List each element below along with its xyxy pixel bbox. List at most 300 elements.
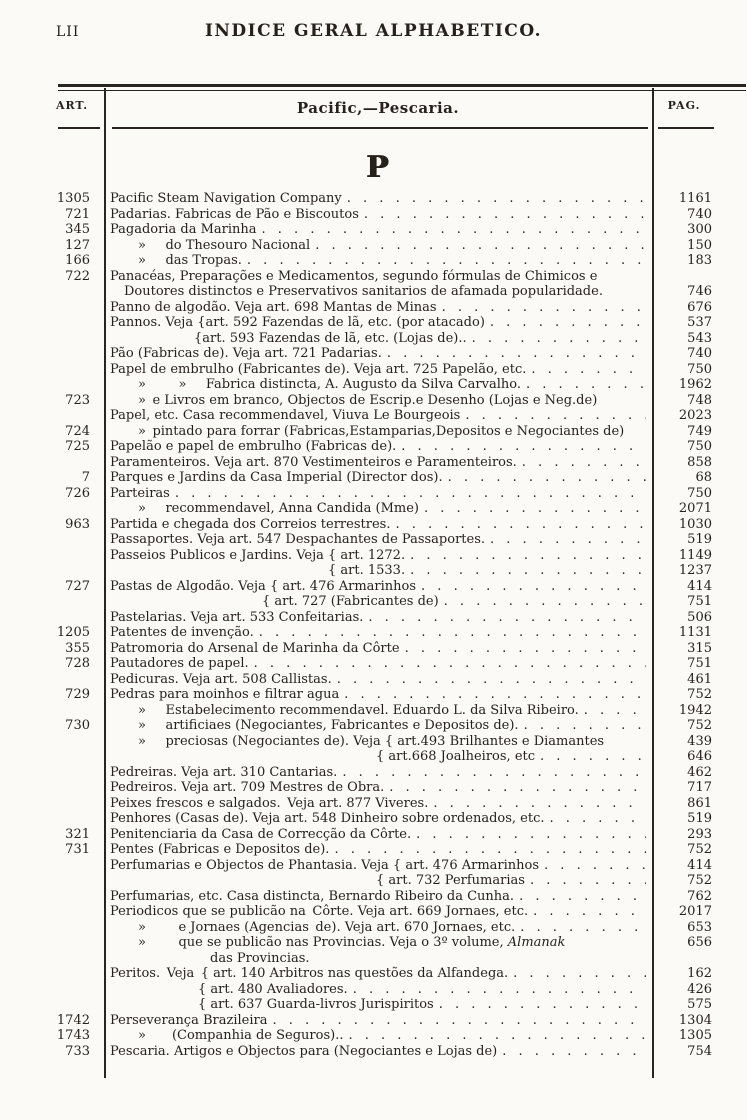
index-row [0,284,747,300]
dot-leader [390,517,646,533]
entry-text: Passaportes. Veja art. 547 Despachantes de Passaportes. [110,532,486,547]
article-number [0,904,90,920]
entry-text-cell [110,424,646,440]
article-number: 963 [65,516,90,532]
article-number [0,548,90,564]
entry-text: { art. 1533. [328,563,406,578]
index-row [0,501,747,517]
page-number: 2017 [678,904,712,919]
entry-text: { art. 732 Perfumarias [376,873,525,888]
index-row [0,858,747,874]
entry-text: das Provincias. [210,950,310,966]
entry-text: Pescaria. Artigos e Objectos para (Negociantes e Lojas de) [110,1043,498,1059]
page-number: 717 [687,780,712,795]
dot-leader [419,501,646,517]
dot-leader [400,641,646,657]
page-number: 752 [687,718,712,733]
index-row [0,935,747,951]
index-row [0,253,747,269]
entry-text: Parteiras [110,485,170,501]
entry-text-cell [110,315,646,331]
article-number [0,284,90,300]
entry-text-cell [110,377,646,393]
entry-text-cell [110,393,646,409]
entry-text: » e Jornaes (Agencias de). Veja art. 670 Jornaes, etc. [138,919,516,935]
dot-leader [416,579,646,595]
entry-text-cell [110,1044,646,1060]
index-row [0,796,747,812]
page-number: 414 [687,578,712,594]
entry-text-cell [110,362,646,378]
article-number: 727 [65,578,90,594]
article-number [0,889,90,905]
dot-leader [384,780,646,796]
entry-text: » recommendavel, Anna Candida (Mme) [138,501,419,516]
entry-text-cell [110,889,646,905]
entry-text-cell [110,486,646,502]
dot-leader [257,222,646,238]
article-number [0,966,90,982]
dot-leader [517,455,646,471]
article-number: 722 [65,268,90,284]
page-number: 543 [687,330,712,346]
article-number [0,997,90,1013]
entry-text: Penhores (Casas de). Veja art. 548 Dinheiro sobre ordenados, etc. [110,811,545,826]
entry-text: Pedicuras. Veja art. 508 Callistas. [110,671,332,687]
entry-text: Perseverança Brazileira [110,1012,268,1028]
entry-text: Pacific Steam Navigation Company [110,191,342,206]
dot-leader [405,548,646,564]
dot-leader [411,827,646,843]
entry-text: Periodicos que se publicão na Côrte. Veja art. 669 Jornaes, etc. [110,904,529,919]
page-number: 150 [687,237,712,253]
page-number: 752 [687,842,712,857]
page-number: 1962 [678,377,712,392]
table-top-rule [58,84,746,91]
entry-text-cell [110,780,646,796]
entry-text: Penitenciaria da Casa de Correcção da Côrte. [110,826,412,842]
index-row [0,827,747,843]
index-row [0,610,747,626]
entry-text-cell [110,935,646,951]
entry-text-cell [110,408,646,424]
entry-text-cell [110,1028,646,1044]
index-row [0,408,747,424]
column-header-art: ART. [55,99,89,112]
article-number [0,501,90,517]
index-row [0,951,747,967]
page-number: 462 [687,764,712,780]
article-number: 7 [81,470,90,485]
article-number [0,300,90,316]
dot-leader [460,408,646,424]
article-number: 724 [65,423,90,439]
dot-leader [535,749,646,765]
index-row [0,517,747,533]
article-number [0,563,90,579]
column-header-range: Pacific,—Pescaria. [296,99,460,117]
page-number: 519 [687,811,712,826]
index-row [0,765,747,781]
article-number: 127 [65,237,90,253]
entry-text: Pedreiras. Veja art. 310 Cantarias. [110,764,338,780]
index-row [0,331,747,347]
page-number: 748 [687,392,712,408]
dot-leader [396,439,646,455]
entry-text: Doutores distinctos e Preservativos sanitarios de afamada popularidade. [124,284,603,299]
entry-text-cell [110,1013,646,1029]
entry-text: Pedreiros. Veja art. 709 Mestres de Obra. [110,780,385,795]
index-row [0,749,747,765]
entry-text: Perfumarias e Objectos de Phantasia. Veja { art. 476 Armarinhos [110,857,540,873]
entry-text-cell [110,269,646,285]
entry-text: { art. 637 Guarda-livros Jurispiritos [198,997,434,1012]
dot-leader [363,610,646,626]
dot-leader [485,532,646,548]
article-number [0,920,90,936]
entry-text-cell [110,811,646,827]
page-number: 293 [687,826,712,842]
page-number: 749 [687,423,712,439]
page-number: 754 [687,1043,712,1059]
article-number [0,703,90,719]
article-number [0,811,90,827]
dot-leader [508,966,646,982]
page-number: 300 [687,222,712,237]
page-number: 750 [687,485,712,501]
entry-text: Paramenteiros. Veja art. 870 Vestimenteiros e Paramenteiros. [110,454,517,470]
page-number: 752 [687,687,712,702]
entry-text-cell [110,858,646,874]
index-row [0,563,747,579]
index-row [0,1013,747,1029]
article-number [0,672,90,688]
page-number: 1305 [678,1028,712,1043]
index-row [0,718,747,734]
page-number: 646 [687,749,712,764]
page-number: 506 [687,609,712,625]
entry-text-cell [110,827,646,843]
article-number: 730 [65,718,90,733]
page-number: 1161 [678,191,712,206]
article-number [0,610,90,626]
dot-leader [579,703,646,719]
index-row [0,207,747,223]
entry-text-cell [110,207,646,223]
page-number: 751 [687,656,712,671]
entry-text-cell [110,718,646,734]
page-number: 1237 [678,563,712,578]
index-row [0,873,747,889]
index-row [0,625,747,641]
article-number: 1305 [56,191,90,206]
article-number [0,532,90,548]
page-number [646,951,712,967]
article-number [0,408,90,424]
dot-leader [526,362,646,378]
dot-leader [439,594,646,610]
article-number [0,455,90,471]
entry-text: » artificiaes (Negociantes, Fabricantes e Depositos de). [138,718,519,733]
dot-leader [337,765,646,781]
entry-text: » e Livros em branco, Objectos de Escrip.e Desenho (Lojas e Neg.de) [138,392,598,408]
entry-text-cell [110,238,646,254]
article-number [0,346,90,362]
index-row [0,889,747,905]
entry-text-cell [110,501,646,517]
entry-text: Pannos. Veja {art. 592 Fazendas de lã, etc. (por atacado) [110,315,485,330]
index-row [0,377,747,393]
dot-leader [467,331,646,347]
index-row [0,362,747,378]
article-number [0,734,90,750]
page-number: 676 [687,299,712,315]
entry-text-cell [110,563,646,579]
dot-leader [525,873,646,889]
entry-text-cell [110,703,646,719]
page-number: 740 [687,206,712,222]
article-number [0,873,90,889]
entry-text: Pagadoria da Marinha [110,222,257,237]
dot-leader [497,1044,646,1060]
index-row [0,641,747,657]
entry-text-cell [110,873,646,889]
page-number: 653 [687,919,712,935]
index-row [0,269,747,285]
article-number [0,951,90,967]
article-number: 166 [65,253,90,268]
entry-text-cell [110,765,646,781]
page-title: INDICE GERAL ALPHABETICO. [204,21,543,41]
page-number: 1942 [678,702,712,718]
entry-text: » do Thesouro Nacional [138,237,311,253]
entry-text: Pastas de Algodão. Veja { art. 476 Armarinhos [110,578,417,594]
entry-text: Pão (Fabricas de). Veja art. 721 Padarias. [110,346,382,361]
entry-text-cell [110,594,646,610]
index-row [0,1028,747,1044]
entry-text-cell [110,284,646,300]
entry-text: Pastelarias. Veja art. 533 Confeitarias. [110,609,364,625]
index-row [0,1044,747,1060]
dot-leader [443,470,646,486]
dot-leader [343,1028,646,1044]
page-number: 858 [687,454,712,470]
page-number: 68 [695,470,712,485]
article-number: 1205 [56,625,90,640]
entry-text-cell [110,222,646,238]
page-number [646,269,712,285]
entry-text-cell [110,656,646,672]
entry-text-cell [110,610,646,626]
article-number: 725 [65,439,90,454]
dot-leader [254,625,646,641]
entry-text-cell [110,904,646,920]
index-row [0,315,747,331]
article-number: 733 [65,1043,90,1059]
index-row [0,579,747,595]
page-number: 751 [687,594,712,609]
index-row [0,594,747,610]
entry-text: » das Tropas. [138,253,242,268]
article-number [0,331,90,347]
dot-leader [348,982,646,998]
entry-text: Peixes frescos e salgados. Veja art. 877 Viveres. [110,795,429,811]
dot-leader [521,377,646,393]
index-row [0,191,747,207]
entry-text: Partida e chegada dos Correios terrestres. [110,516,391,532]
entry-text: Pedras para moinhos e filtrar agua [110,687,340,702]
entry-text-cell [110,331,646,347]
article-number: 728 [65,656,90,671]
article-number: 355 [65,640,90,656]
dot-leader [310,238,646,254]
index-row [0,703,747,719]
dot-leader [437,300,646,316]
index-row [0,656,747,672]
page-number: 162 [687,966,712,981]
index-row [0,904,747,920]
index-row [0,439,747,455]
entry-text: Papel, etc. Casa recommendavel, Viuva Le Bourgeois [110,408,461,423]
entry-text-italic: Almanak [507,935,566,950]
entry-text: Papelão e papel de embrulho (Fabricas de). [110,439,397,454]
article-number [0,982,90,998]
index-row [0,300,747,316]
article-number [0,594,90,610]
article-number [0,765,90,781]
index-row [0,982,747,998]
entry-text-cell [110,687,646,703]
header-underline-mid [112,127,648,129]
dot-leader [332,672,646,688]
article-number [0,749,90,765]
dot-leader [485,315,646,331]
page-number: 519 [687,532,712,547]
page-number: 426 [687,981,712,997]
header-underline-art [58,127,100,129]
dot-leader [242,253,646,269]
article-number [0,935,90,951]
article-number: 345 [65,222,90,237]
page-number: 1131 [678,625,712,640]
entry-text: Padarias. Fabricas de Pão e Biscoutos [110,206,359,222]
index-row [0,780,747,796]
entry-text: » que se publicão nas Provincias. Veja o 3º volume, Almanak [138,935,566,950]
index-row [0,842,747,858]
article-number [0,780,90,796]
article-number: 729 [65,687,90,702]
page-number: 656 [687,935,712,950]
entry-text: » pintado para forrar (Fabricas,Estamparias,Depositos e Negociantes de) [138,423,625,439]
page-number: 746 [687,284,712,299]
entry-text: » preciosas (Negociantes de). Veja { art.493 Brilhantes e Diamantes [138,733,605,749]
page-number: 414 [687,857,712,873]
folio-number: LII [56,24,80,40]
dot-leader [545,811,647,827]
entry-text: » Estabelecimento recommendavel. Eduardo L. da Silva Ribeiro. [138,702,579,718]
article-number [0,858,90,874]
entry-text: Pentes (Fabricas e Depositos de). [110,842,330,857]
entry-text-cell [110,470,646,486]
index-row [0,346,747,362]
header-underline-pag [658,127,714,129]
dot-leader [519,718,646,734]
entry-text-cell [110,641,646,657]
dot-leader [434,997,646,1013]
article-number: 726 [65,485,90,501]
entry-text-cell [110,346,646,362]
entry-text-cell [110,997,646,1013]
dot-leader [359,207,646,223]
page-number: 461 [687,671,712,687]
page-number: 861 [687,795,712,811]
entry-text: Perfumarias, etc. Casa distincta, Bernardo Ribeiro da Cunha. [110,888,515,904]
page-number: 439 [687,733,712,749]
article-number: 1742 [56,1012,90,1028]
dot-leader [329,842,646,858]
entry-text: Parques e Jardins da Casa Imperial (Director dos). [110,470,443,485]
page-number: 762 [687,888,712,904]
page-number: 1030 [678,516,712,532]
dot-leader [515,920,646,936]
entry-text: { art.668 Joalheiros, etc [376,749,536,764]
dot-leader [428,796,646,812]
index-row [0,486,747,502]
index-rows [0,191,747,1059]
page-number: 537 [687,315,712,330]
index-row [0,966,747,982]
page-number: 2071 [678,501,712,516]
entry-text: Papel de embrulho (Fabricantes de). Veja art. 725 Papelão, etc. [110,361,527,377]
entry-text-cell [110,796,646,812]
dot-leader [342,191,646,207]
entry-text-cell [110,920,646,936]
article-number: 731 [65,842,90,857]
entry-text: Panno de algodão. Veja art. 698 Mantas de Minas [110,299,437,315]
index-row [0,532,747,548]
page-number: 752 [687,873,712,888]
dot-leader [249,656,646,672]
entry-text-cell [110,191,646,207]
dot-leader [539,858,646,874]
entry-text: Panacéas, Preparações e Medicamentos, segundo fórmulas de Chimicos e [110,268,598,284]
page-number: 750 [687,361,712,377]
article-number: 721 [65,206,90,222]
index-row [0,470,747,486]
index-row [0,920,747,936]
entry-text-cell [110,579,646,595]
entry-text: » » Fabrica distincta, A. Augusto da Silva Carvalho. [138,377,521,392]
index-row [0,734,747,750]
entry-text-cell [110,842,646,858]
entry-text: {art. 593 Fazendas de lã, etc. (Lojas de).. [194,330,467,346]
page-number: 1149 [678,547,712,563]
article-number [0,377,90,393]
dot-leader [267,1013,646,1029]
section-letter: P [365,150,391,185]
entry-text: { art. 480 Avaliadores. [198,981,348,997]
article-number: 1743 [56,1028,90,1043]
index-row [0,672,747,688]
entry-text: Peritos. Veja { art. 140 Arbitros nas questões da Alfandega. [110,966,509,981]
article-number [0,315,90,331]
entry-text-cell [110,532,646,548]
entry-text: » (Companhia de Seguros).. [138,1028,344,1043]
entry-text: { art. 727 (Fabricantes de) [262,594,439,609]
entry-text-cell [110,300,646,316]
entry-text: Pautadores de papel. [110,656,249,671]
article-number [0,362,90,378]
